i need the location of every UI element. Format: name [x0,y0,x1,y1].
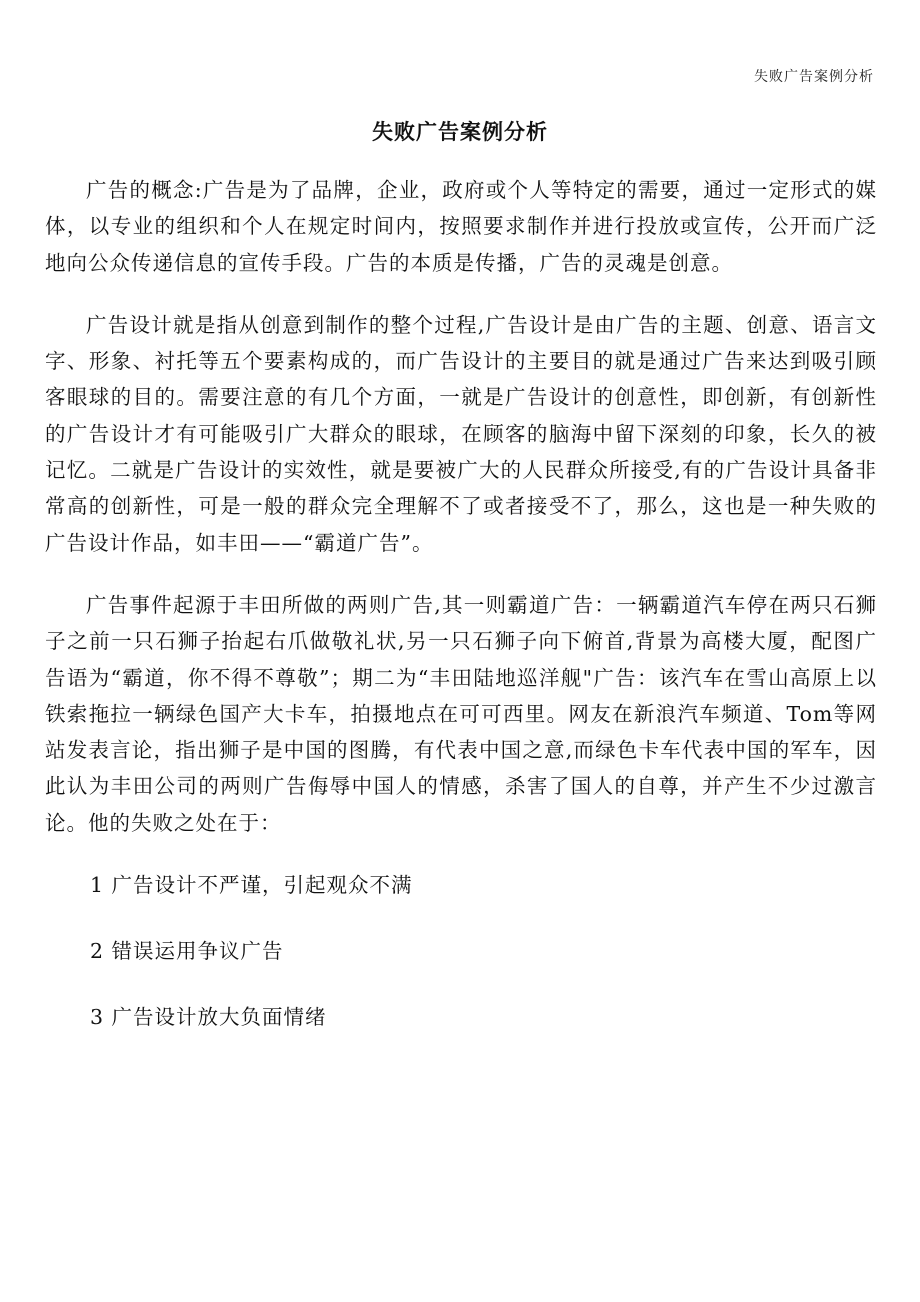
document-body [45,172,877,1065]
failure-item: 3 广告设计放大负面情绪 [90,1005,327,1030]
failure-list [45,867,877,1035]
failure-item: 1 广告设计不严谨，引起观众不满 [90,873,413,898]
paragraph-toyota-case: 广告事件起源于丰田所做的两则广告,其一则霸道广告：一辆霸道汽车停在两只石狮子之前一只石狮子抬起右爪做敬礼状,另一只石狮子向下俯首,背景为高楼大厦，配图广告语为“霸道，你不得不尊敬”；期二为“丰田陆地巡洋舰"广告：该汽车在雪山高原上以铁索拖拉一辆绿色国产大卡车，拍摄地点在可可西里。网友在新浪汽车频道、Tom等网站发表言论，指出狮子是中国的图腾，有代表中国之意,而绿色卡车代表中国的军车，因此认为丰田公司的两则广告侮辱中国人的情感，杀害了国人的自尊，并产生不少过激言论。他的失败之处在于： [45,592,877,835]
paragraph-ad-concept: 广告的概念:广告是为了品牌，企业，政府或个人等特定的需要，通过一定形式的媒体，以专业的组织和个人在规定时间内，按照要求制作并进行投放或宣传，公开而广泛地向公众传递信息的宣传手段。广告的本质是传播，广告的灵魂是创意。 [45,178,877,275]
running-header: 失败广告案例分析 [754,69,874,85]
document-title: 失败广告案例分析 [372,120,548,144]
failure-item: 2 错误运用争议广告 [90,939,284,964]
paragraph-ad-design: 广告设计就是指从创意到制作的整个过程,广告设计是由广告的主题、创意、语言文字、形象、衬托等五个要素构成的，而广告设计的主要目的就是通过广告来达到吸引顾客眼球的目的。需要注意的有几个方面，一就是广告设计的创意性，即创新，有创新性的广告设计才有可能吸引广大群众的眼球，在顾客的脑海中留下深刻的印象，长久的被记忆。二就是广告设计的实效性，就是要被广大的人民群众所接受,有的广告设计具备非常高的创新性，可是一般的群众完全理解不了或者接受不了，那么，这也是一种失败的广告设计作品，如丰田——“霸道广告”。 [45,312,877,555]
